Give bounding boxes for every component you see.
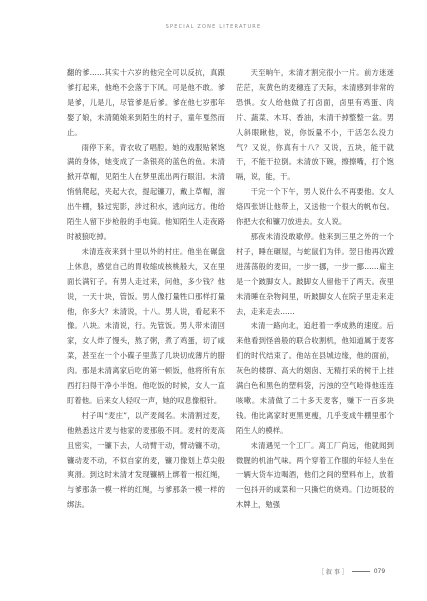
footer-divider <box>352 571 370 572</box>
paragraph: 未清一路向北，追赶着一季成熟的速度。后来他看到怪兽般的联合收割机，他知道属于麦客们的时代结束了。他站在县城边缘，他的面前，灰色的楼群、高大的烟囱、无精打采的树干上挂满白色和黑色的塑料袋，污浊的空气呛得他连连咳嗽。未清做了二十多天麦客，赚下一百多块钱。他比离家时更黑更瘦，几乎变成牛棚里那个陌生人的模样。 <box>236 321 394 435</box>
footer-section-label: ［ 叙 事 ］ <box>318 569 348 576</box>
left-text-column <box>67 66 225 513</box>
paragraph: 翻的爹……其实十六岁的他完全可以反抗，真跟爹打起来，他绝不会落于下风。可是他不敢。爹是爹，儿是儿，尽管爹是后爹。爹在他七岁那年娶了娘，未清随娘来到陌生的村子，童年戛然而止。 <box>67 68 225 137</box>
right-text-column <box>236 66 394 513</box>
paragraph: 未清连夜来到十里以外的村庄。他坐在碾盘上休息，感觉自己的胃收缩成核桃般大，又在里面长满钉子。有男人走过来，问他，多少钱？他说，一天十块，管饭。男人像打量牲口那样打量他，你多大？未清说，十八。男人说，看起来不像。八块。未清说，行。先管饭。男人带未清回家，女人炸了馒头，熬了粥，煮了鸡蛋，切了咸菜，甚至在一个小碟子里蒸了几块切成薄片的腊肉。那是未清离家后吃的第一顿饭，他将所有东西打扫得干净小半饱。他吃饭的时候，女人一直盯着他。后来女人轻叹一声，她的叹息像根针。 <box>67 246 225 405</box>
paragraph: 村子叫“麦庄”，以产麦闻名。未清割过麦，他熟悉这片麦与他家的麦那般不同。麦村的麦高且密实，一镰下去，人动臂干动，臂动镰不动，镰动麦不动，不似自家的麦，镰刀像划上草尖般爽滑。到这时未清才发现镰柄上绑着一根红绳，与爹那条一模一样的红绳，与爹那条一模一样的绑法。 <box>67 410 225 510</box>
paragraph: 未清遇见一个工厂。离工厂尚远，他就闻到微腥的机油气味。两个穿着工作服的年轻人坐在一辆大货车边喝酒，他们之间的塑料布上，放着一包抖开的咸菜和一只撕烂的烧鸡。门边斑驳的木牌上，勉强 <box>236 440 394 510</box>
paragraph: 那夜未清没敢歇停。他来到三里之外的一个村子，睡在碾屋，与蛇鼠们为伴。翌日他再次蹚进荡荡般的麦田，一步一挪，一步一挪……雇主是一个跛脚女人。跛脚女人留他干了两天。夜里未清睡在杂物间里，听跛脚女人在院子里走来走去，走来走去…… <box>236 231 394 316</box>
magazine-section-title: SPECIAL ZONE LITERATURE <box>165 24 262 30</box>
paragraph: 干完一个下午，男人说什么不再要他。女人烙四张饼让他带上，又送他一个很大的帆布包。你把大衣和镰刀放进去。女人说。 <box>236 187 394 227</box>
paragraph: 天至晌午，未清才割完很小一片。前方迷迷茫茫，灰黄色的麦穗连了天际，未清感到非常的恐惧。女人给他做了打卤面，卤里有鸡蛋、肉片、蔬菜、木耳、香油，未清干掉整整一盆。男人斜眼瞅他，说，你饭量不小，干活怎么没力气？又说，你真有十八？又说，五块，能干就干，不能干拉倒。未清放下碗，擦擦嘴，打个饱嗝，说，能，干。 <box>236 68 394 182</box>
page-number: 079 <box>373 568 386 575</box>
paragraph: 雨停下来，青衣收了唱腔。她的戏服贴紧饱满的身体，她变成了一条银亮的蓝色的鱼。未清掀开草帽，见陌生人在梦里流出两行眼泪。未清悄悄爬起，夹起大衣，提起镰刀，戴上草帽，溜出牛棚，躲过宪影，涉过积水，逃向远方。他给陌生人留下步枪般的手电筒。他知陌生人走夜路时被狼吃掉。 <box>67 142 225 241</box>
page-footer <box>318 567 385 576</box>
